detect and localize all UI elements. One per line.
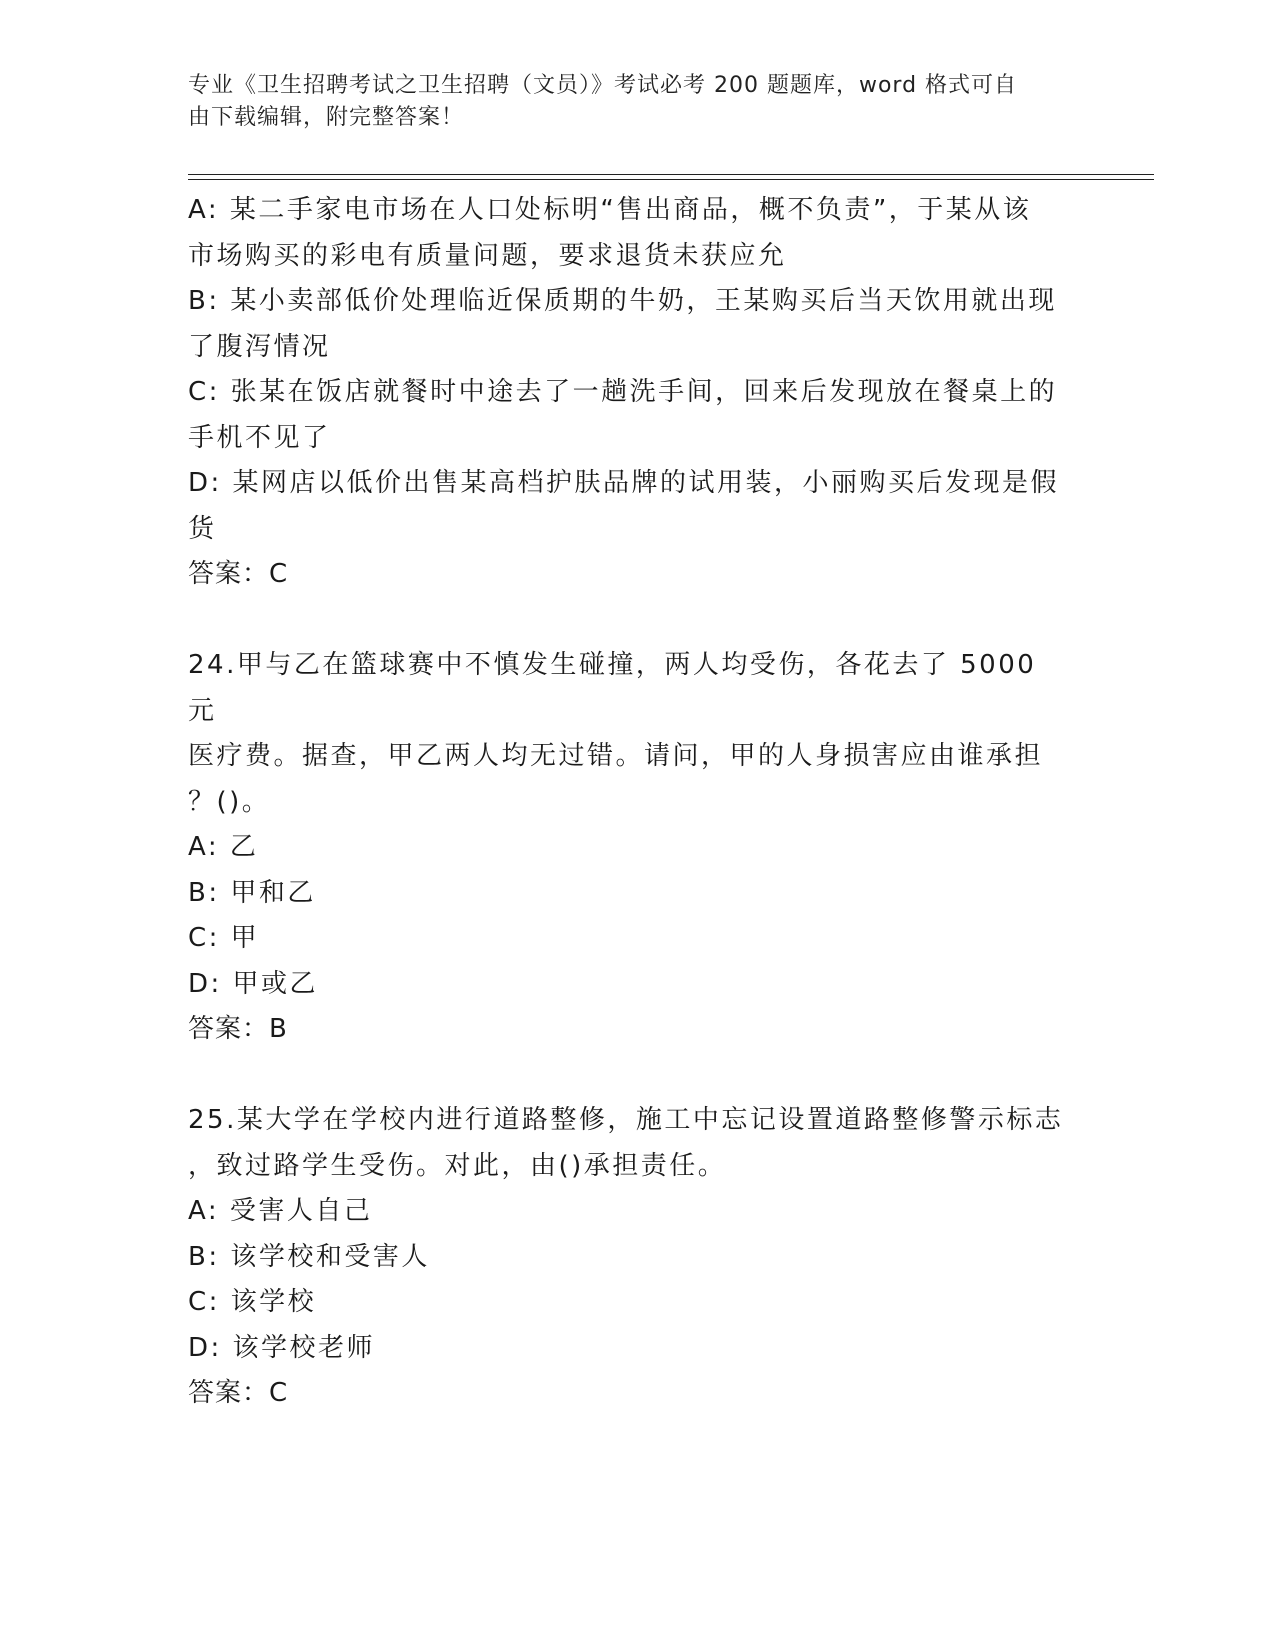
q24-option-b: B: 甲和乙: [188, 877, 316, 908]
q24-question-line-1: 24.甲与乙在篮球赛中不慎发生碰撞，两人均受伤，各花去了 5000 元: [188, 650, 1048, 726]
q23-option-d-line-1: D: 某网店以低价出售某高档护肤品牌的试用装，小丽购买后发现是假: [188, 468, 1060, 498]
q23-option-b-line-1: B: 某小卖部低价处理临近保质期的牛奶，王某购买后当天饮用就出现: [188, 286, 1057, 316]
header-line-1: 专业《卫生招聘考试之卫生招聘（文员）》考试必考 200 题题库，word 格式可自: [188, 73, 1018, 98]
question-23-block: [188, 188, 1068, 598]
q25-option-d: D: 该学校老师: [188, 1332, 376, 1363]
spacer: [188, 598, 1068, 644]
q25-option-a: A: 受害人自己: [188, 1196, 373, 1226]
q23-option-c-line-2: 手机不见了: [188, 422, 331, 453]
header-divider-bottom: [188, 179, 1154, 180]
q25-question-line-1: 25.某大学在学校内进行道路整修，施工中忘记设置道路整修警示标志: [188, 1105, 1064, 1135]
q24-option-a: A: 乙: [188, 832, 259, 862]
header-line-2: 由下载编辑，附完整答案！: [188, 105, 465, 130]
document-header: [188, 70, 1068, 134]
q24-option-c: C: 甲: [188, 923, 260, 953]
q23-option-c-line-1: C: 张某在饭店就餐时中途去了一趟洗手间，回来后发现放在餐桌上的: [188, 377, 1058, 407]
q25-option-c: C: 该学校: [188, 1287, 317, 1317]
q25-answer: 答案：C: [188, 1378, 289, 1408]
q23-option-b-line-2: 了腹泻情况: [188, 331, 331, 362]
q25-question-line-2: ，致过路学生受伤。对此，由()承担责任。: [188, 1150, 727, 1181]
question-content: [188, 188, 1068, 1417]
q25-option-b: B: 该学校和受害人: [188, 1241, 430, 1272]
q23-option-d-line-2: 货: [188, 513, 217, 544]
spacer: [188, 1053, 1068, 1099]
q23-option-a-line-1: A: 某二手家电市场在人口处标明“售出商品，概不负责”，于某从该: [188, 195, 1032, 225]
question-24-block: [188, 643, 1068, 1053]
header-divider-top: [188, 174, 1154, 175]
q24-answer: 答案：B: [188, 1014, 288, 1044]
q24-question-line-2: 医疗费。据查，甲乙两人均无过错。请问，甲的人身损害应由谁承担: [188, 741, 1044, 771]
q24-option-d: D: 甲或乙: [188, 968, 319, 999]
q24-question-line-3: ？()。: [188, 786, 271, 817]
q23-answer: 答案：C: [188, 559, 289, 589]
q23-option-a-line-2: 市场购买的彩电有质量问题，要求退货未获应允: [188, 240, 787, 271]
question-25-block: [188, 1098, 1068, 1417]
